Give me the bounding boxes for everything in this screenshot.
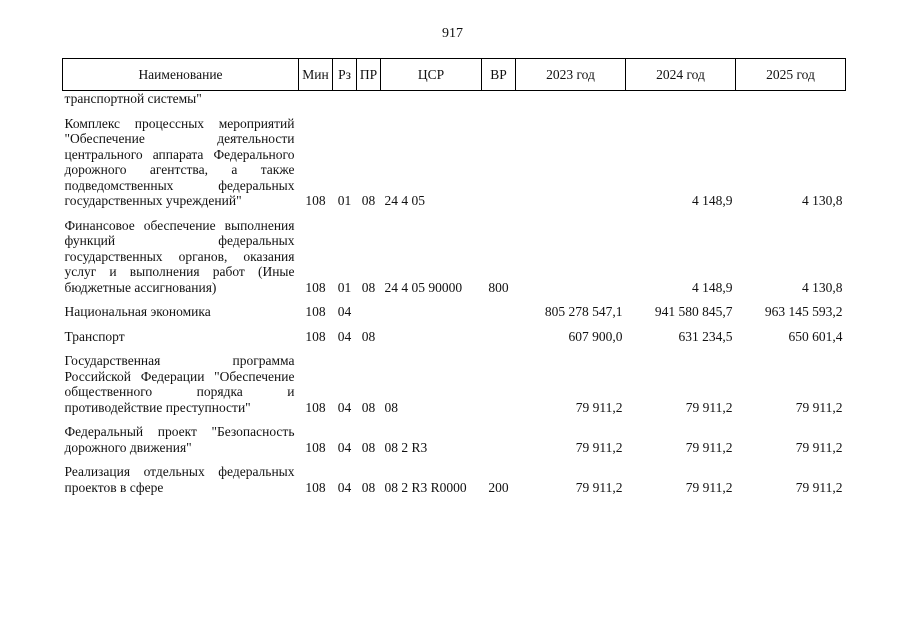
row-vr [482, 415, 516, 455]
row-rz: 04 [337, 399, 352, 415]
row-pr [357, 295, 381, 320]
row-2023: 607 900,0 [568, 328, 623, 344]
header-2023: 2023 год [516, 59, 626, 91]
row-min: 108 [305, 279, 326, 295]
table-row [63, 295, 846, 320]
row-2025: 963 145 593,2 [764, 304, 843, 319]
row-name: Реализация отдельных федеральных проектов в сфере [64, 464, 295, 495]
row-2025: 79 911,2 [795, 479, 843, 495]
table-body [63, 91, 846, 496]
row-vr: 800 [488, 279, 509, 295]
row-csr: 24 4 05 90000 [384, 279, 463, 295]
header-pr: ПР [357, 59, 381, 91]
row-2024 [626, 91, 736, 107]
row-2025: 4 130,8 [802, 193, 843, 208]
table-row [63, 455, 846, 495]
row-rz: 01 [337, 279, 352, 295]
row-min: 108 [305, 439, 326, 455]
table-row [63, 344, 846, 415]
row-name: Федеральный проект "Безопасность дорожного движения" [64, 424, 295, 455]
row-2023: 79 911,2 [575, 479, 623, 495]
header-2025: 2025 год [736, 59, 846, 91]
row-min: 108 [305, 304, 326, 319]
row-pr: 08 [361, 479, 376, 495]
row-csr: 08 2 R3 [384, 439, 428, 455]
row-2025: 650 601,4 [788, 328, 843, 344]
row-pr: 08 [361, 328, 376, 344]
row-2023 [516, 91, 626, 107]
row-vr [482, 344, 516, 415]
row-2023: 79 911,2 [575, 439, 623, 455]
row-csr: 08 [384, 399, 398, 415]
row-2024: 941 580 845,7 [654, 304, 733, 319]
header-rz: Рз [333, 59, 357, 91]
header-2024: 2024 год [626, 59, 736, 91]
table-row [63, 415, 846, 455]
row-min: 108 [305, 193, 326, 208]
row-2024: 79 911,2 [685, 439, 733, 455]
row-2024: 631 234,5 [678, 328, 733, 344]
table-row [63, 320, 846, 345]
budget-table [62, 58, 846, 495]
row-vr [482, 107, 516, 209]
row-2025: 79 911,2 [795, 399, 843, 415]
row-csr: 24 4 05 [384, 193, 425, 208]
row-2023 [516, 107, 626, 209]
row-name: Финансовое обеспечение выполнения функций федеральных государственных органов, оказания услуг и выполнения работ (Иные бюджетные ассигнования) [64, 217, 295, 295]
row-2024: 79 911,2 [685, 399, 733, 415]
row-2024: 4 148,9 [692, 279, 733, 295]
row-rz [333, 91, 357, 107]
row-vr [482, 295, 516, 320]
table-row [63, 91, 846, 107]
row-csr [381, 91, 482, 107]
row-csr: 08 2 R3 R0000 [384, 479, 467, 495]
row-rz: 04 [337, 304, 352, 319]
header-min: Мин [299, 59, 333, 91]
row-csr [381, 320, 482, 345]
row-2023: 805 278 547,1 [544, 304, 623, 319]
row-2025: 4 130,8 [802, 279, 843, 295]
row-name: транспортной системы" [64, 91, 202, 106]
row-2024: 79 911,2 [685, 479, 733, 495]
row-min: 108 [305, 328, 326, 344]
row-2024: 4 148,9 [692, 193, 733, 208]
row-2025 [736, 91, 846, 107]
row-min [299, 91, 333, 107]
row-csr [381, 295, 482, 320]
row-2025: 79 911,2 [795, 439, 843, 455]
row-vr [482, 91, 516, 107]
header-csr: ЦСР [381, 59, 482, 91]
row-2023: 79 911,2 [575, 399, 623, 415]
row-name: Государственная программа Российской Федерации "Обеспечение общественного порядка и противодействие преступности" [64, 353, 295, 415]
row-pr: 08 [361, 279, 376, 295]
row-pr: 08 [361, 193, 376, 208]
table-header [63, 59, 846, 91]
row-pr: 08 [361, 399, 376, 415]
row-name: Национальная экономика [64, 304, 211, 319]
header-vr: ВР [482, 59, 516, 91]
row-2023 [516, 209, 626, 296]
row-rz: 04 [337, 328, 352, 344]
row-vr [482, 320, 516, 345]
header-name: Наименование [63, 59, 299, 91]
row-rz: 01 [337, 193, 352, 208]
row-min: 108 [305, 479, 326, 495]
table-row [63, 107, 846, 209]
row-rz: 04 [337, 439, 352, 455]
row-pr [357, 91, 381, 107]
row-name: Комплекс процессных мероприятий "Обеспечение деятельности центрального аппарата Федерального дорожного агентства, а также подведомственных федеральных государственных учреждений" [64, 115, 295, 208]
row-rz: 04 [337, 479, 352, 495]
table-row [63, 209, 846, 296]
row-pr: 08 [361, 439, 376, 455]
row-name: Транспорт [64, 328, 125, 344]
row-min: 108 [305, 399, 326, 415]
page-number: 917 [442, 26, 463, 41]
row-vr: 200 [488, 479, 509, 495]
